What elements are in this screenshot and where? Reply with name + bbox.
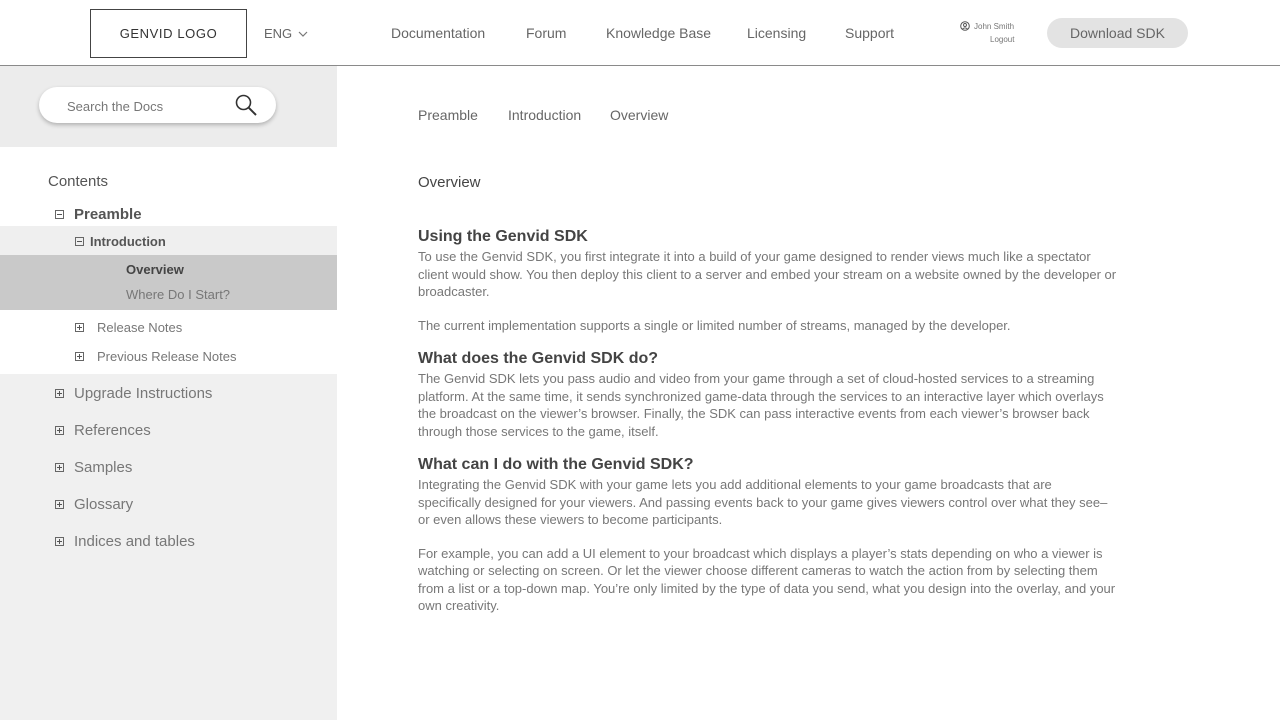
toc-item-upgrade-instructions[interactable] [55,385,212,402]
nav-support[interactable]: Support [845,25,895,41]
toc-item-introduction[interactable] [75,234,166,249]
section-heading: What does the Genvid SDK do? [418,350,659,367]
toc-item-release-notes[interactable] [75,320,182,335]
breadcrumb-preamble[interactable]: Preamble [418,107,478,123]
toc-item-glossary[interactable] [55,496,133,513]
page-title: Overview [418,174,481,191]
section-heading: Using the Genvid SDK [418,228,588,245]
expand-icon [75,352,84,361]
section-paragraph: To use the Genvid SDK, you first integrate it into a build of your game designed to render views much like a spectator client would show. You then deploy this client to a server and embed your stream on a website owned by the developer or broadcaster. [418,249,1117,299]
toc-item-indices-and-tables[interactable] [55,533,195,550]
toc-item-references[interactable] [55,422,151,439]
section-heading: What can I do with the Genvid SDK? [418,456,694,473]
nav-documentation[interactable]: Documentation [391,25,486,41]
section-paragraph: For example, you can add a UI element to your broadcast which displays a player’s stats depending on who a viewer is watching or selecting on screen. Or let the viewer choose different cameras to watch the action from by selecting them from a list or a top-down map. You’re only limited by the type of data you send, what you design into the overlay, and your own creativity. [418,545,1116,613]
toc-label: Upgrade Instructions [74,385,213,402]
toc-label: Release Notes [97,320,183,335]
user-avatar-icon [960,21,970,31]
nav-knowledge-base[interactable]: Knowledge Base [606,25,712,41]
expand-icon [55,500,64,509]
language-label: ENG [264,26,293,41]
breadcrumb-overview[interactable]: Overview [610,107,669,123]
expand-icon [75,323,84,332]
user-name: John Smith [974,22,1015,31]
language-selector[interactable] [264,26,308,41]
toc-active-band [0,226,337,255]
toc-item-preamble[interactable] [55,206,142,223]
expand-icon [55,389,64,398]
breadcrumb-introduction[interactable]: Introduction [508,107,582,123]
search-box [39,87,276,123]
download-sdk-button[interactable]: Download SDK [1047,18,1188,48]
toc-label: Introduction [90,234,166,249]
nav-forum[interactable]: Forum [526,25,567,41]
nav-licensing[interactable]: Licensing [747,25,807,41]
search-input[interactable] [65,95,229,117]
sidebar [0,66,337,720]
toc-title: Contents [48,173,109,190]
genvid-logo[interactable]: GENVID LOGO [90,9,247,58]
logout-link[interactable]: Logout [990,35,1015,44]
toc-label: Samples [74,459,133,476]
toc-label: References [74,422,151,439]
top-header [0,0,1280,66]
expand-icon [55,537,64,546]
collapse-icon [75,237,84,246]
chevron-down-icon [298,31,308,37]
article-body [418,226,1118,615]
section-paragraph: The Genvid SDK lets you pass audio and video from your game through a set of cloud-hosted services to a streaming platform. At the same time, it sends synchronized game-data through the services to an interactive layer which overlays the broadcast on the viewer’s browser. Finally, the SDK can pass interactive events from each viewer’s browser back through those services to the game, itself. [418,371,1104,439]
section-paragraph: Integrating the Genvid SDK with your game lets you add additional elements to your game broadcasts that are specifically designed for your viewers. And passing events back to your game gives viewers control over what they see–or even allows these viewers to become participants. [418,477,1108,527]
toc-item-overview[interactable]: Overview [126,262,184,277]
toc-label: Indices and tables [74,533,195,550]
section-paragraph: The current implementation supports a single or limited number of streams, managed by the developer. [418,317,1011,333]
expand-icon [55,463,64,472]
toc-item-previous-release-notes[interactable] [75,349,236,364]
user-menu[interactable] [960,20,1016,46]
toc-label: Preamble [74,206,142,223]
toc-label: Previous Release Notes [97,349,237,364]
search-icon[interactable] [234,93,258,117]
toc-item-where-do-i-start[interactable]: Where Do I Start? [126,287,231,302]
collapse-icon [55,210,64,219]
search-area [0,66,337,147]
toc-item-samples[interactable] [55,459,132,476]
toc-label: Glossary [74,496,134,513]
main-content [337,66,1280,720]
expand-icon [55,426,64,435]
